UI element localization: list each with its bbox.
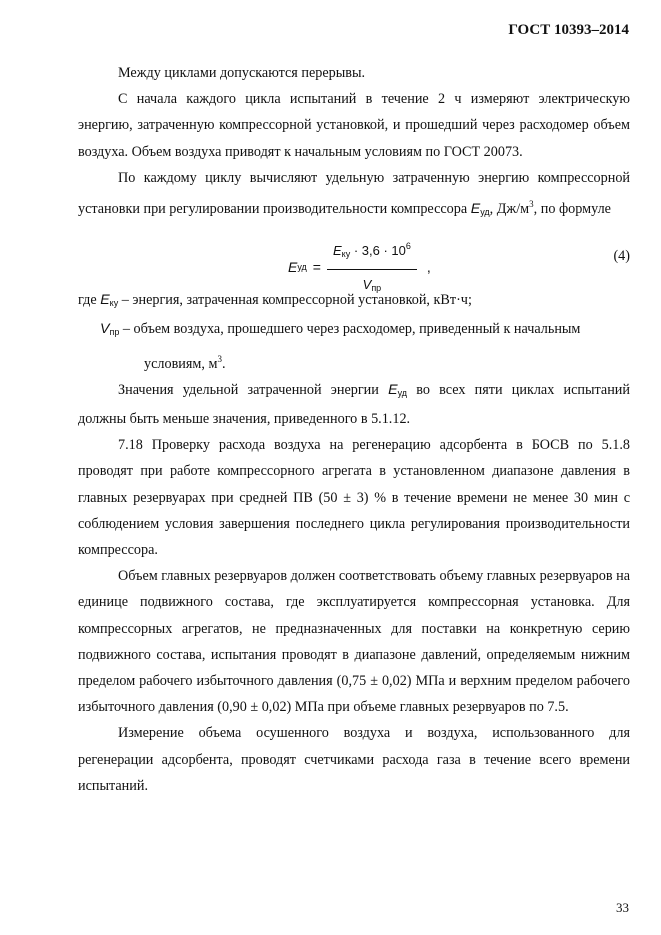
document-body <box>78 60 630 799</box>
page-number: 33 <box>616 900 629 915</box>
legend-e-ku: где $E_{ку}$ – энергия, затраченная компрессорной установкой, кВт·ч; <box>78 292 472 309</box>
paragraph-specific-energy: По каждому циклу вычисляют удельную затраченную энергию компрессорной установки при регулировании производительности компрессора $E_{уд}$, $Дж/м^3$, по формуле <box>78 169 630 218</box>
paragraph-7-18: 7.18 Проверку расхода воздуха на регенерацию адсорбента в БОСВ по 5.1.8 проводят при работе компрессорного агрегата в установленном диапазоне давления в главных резервуарах при средней ПВ (50 ± 3) % в течение времени не менее 30 мин с соблюдением условия завершения последнего цикла регулирования производительности компрессора. <box>78 437 630 559</box>
formula-4 <box>78 229 630 294</box>
formula-expression: E уд = $\frac{E_{ку} \cdot 3,6 \cdot 10^6}{V_{пр}}$ , <box>288 233 431 301</box>
formula-fraction: $\frac{E_{ку} \cdot 3,6 \cdot 10^6}{V_{пр}}$ <box>327 233 417 301</box>
formula-number: (4) <box>613 248 630 265</box>
legend-v-pr: $V_{пр}$ – объем воздуха, прошедшего через расходомер, приведенный к начальным <box>100 321 581 338</box>
paragraph-pauses: Между циклами допускаются перерывы. <box>118 65 366 81</box>
paragraph-air-metering: Измерение объема осушенного воздуха и воздуха, использованного для регенерации адсорбента, проводят счетчиками расхода газа в течение всего времени испытаний. <box>78 725 630 794</box>
paragraph-measurement: С начала каждого цикла испытаний в течение 2 ч измеряют электрическую энергию, затраченную компрессорной установкой, и прошедший через расходомер объем воздуха. Объем воздуха приводят к начальным условиям по ГОСТ 20073. <box>78 91 630 160</box>
legend-v-pr-cont: условиям, $м^3$. <box>144 353 226 372</box>
paragraph-reservoir-volume: Объем главных резервуаров должен соответствовать объему главных резервуаров на единице подвижного состава, где эксплуатируется компрессорная установка. Для компрессорных агрегатов, не предназначенных для поставки на конкретную серию подвижного состава, испытания проводят в диапазоне давлений, определяемым нижним пределом рабочего избыточного давления (0,75 ± 0,02) МПа и верхним пределом рабочего избыточного давления (0,90 ± 0,02) МПа при объеме главных резервуаров по 7.5. <box>78 568 630 716</box>
document-header: ГОСТ 10393–2014 <box>508 22 629 38</box>
paragraph-energy-limit: Значения удельной затраченной энергии $E_{уд}$ во всех пяти циклах испытаний должны быть меньше значения, приведенного в 5.1.12. <box>78 381 630 428</box>
